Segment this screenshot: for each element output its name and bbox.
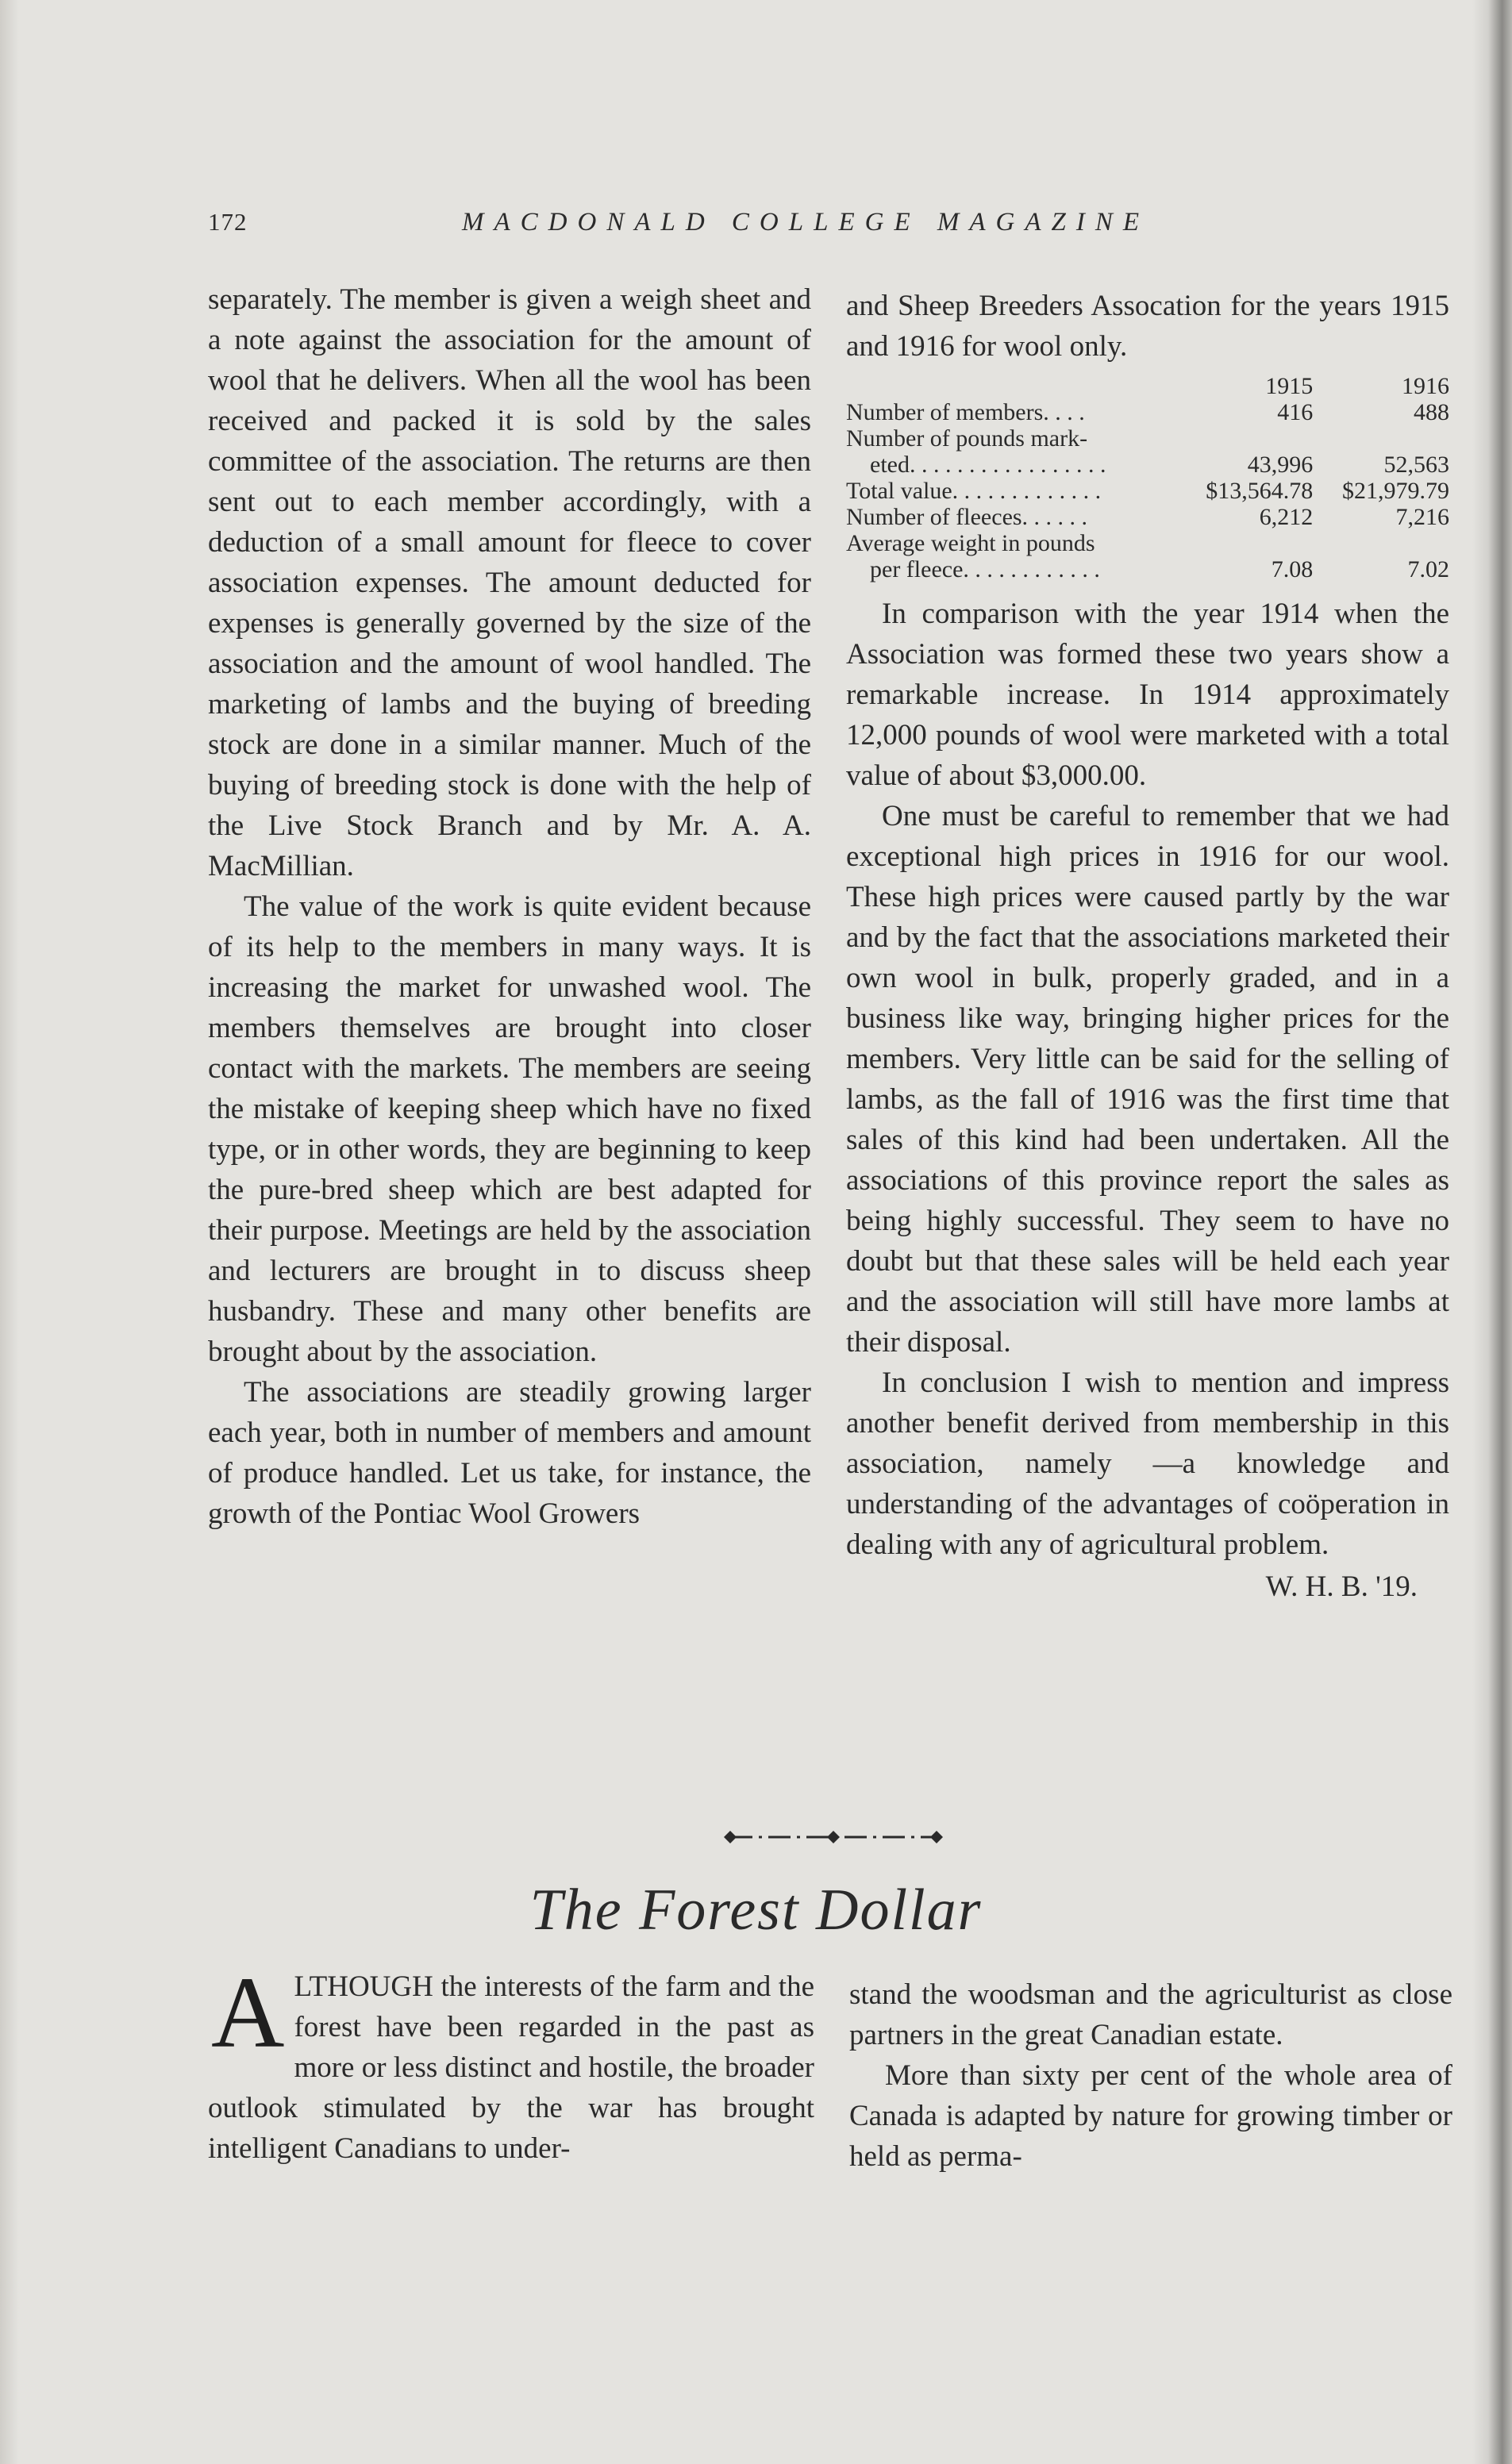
row-label: Number of pounds mark- (846, 425, 1088, 452)
paragraph: separately. The member is given a weigh sheet and a note against the association for the amount of wool that he delivers. When all the wool has been received and packed it is sold by the sales committee of the association. The returns are then sent out to each member accordingly, with a deduction of a small amount for fleece to cover association expenses. The amount deducted for expenses is generally governed by the size of the association and the amount of wool handled. The marketing of lambs and the buying of breeding stock are done in a similar manner. Much of the buying of breeding stock is done with the help of the Live Stock Branch and by Mr. A. A. MacMillian. (208, 283, 811, 882)
year-header: 1915 (1265, 373, 1314, 399)
row-label: Average weight in pounds (846, 530, 1095, 556)
value-1915 (1177, 425, 1314, 452)
value-1916: 7.02 (1407, 556, 1449, 582)
value-1916: 7,216 (1395, 504, 1449, 530)
article-left-column (208, 1956, 814, 2169)
paragraph: and Sheep Breeders Assocation for the years 1915 and 1916 for wool only. (846, 290, 1449, 363)
table-row (846, 425, 1449, 452)
row-label: eted. . . . . . . . . . . . . . . . . (870, 452, 1106, 478)
right-column (846, 286, 1449, 1607)
value-1915: 416 (1277, 399, 1314, 425)
table-row (846, 530, 1449, 556)
row-label: Total value. . . . . . . . . . . . . (846, 478, 1102, 504)
table-row (846, 556, 1449, 582)
table-row (846, 478, 1449, 504)
paragraph: More than sixty per cent of the whole area of Canada is adapted by nature for growing timber or held as perma- (849, 2059, 1452, 2173)
ornamental-divider (714, 1825, 952, 1849)
value-1915: $13,564.78 (1206, 478, 1314, 504)
page-number: 172 (208, 208, 248, 236)
value-1916: 488 (1414, 399, 1449, 425)
value-1916: $21,979.79 (1342, 478, 1449, 504)
author-signature: W. H. B. '19. (1265, 1570, 1418, 1603)
value-1916 (1313, 425, 1449, 452)
value-1915 (1177, 530, 1314, 556)
paragraph: One must be careful to remember that we had exceptional high prices in 1916 for our wool. These high prices were caused partly by the war and by the fact that the associations marketed their own wool in bulk, properly graded, and in a business like way, bringing higher prices for the members. Very little can be said for the selling of lambs, as the fall of 1916 was the first time that sales of this kind had been undertaken. All the associations of this province report the sales as being highly successful. They seem to have no doubt but that these sales will be held each year and the association will still have more lambs at their disposal. (846, 800, 1449, 1359)
row-label: Number of fleeces. . . . . . (846, 504, 1088, 530)
left-column (208, 279, 811, 1534)
row-label: per fleece. . . . . . . . . . . . (870, 556, 1100, 582)
wool-statistics-table (846, 373, 1449, 582)
paragraph: In comparison with the year 1914 when the Association was formed these two years show a remarkable increase. In 1914 approximately 12,000 pounds of wool were marketed with a total value of about $3,000.00. (846, 598, 1449, 792)
article-right-column (849, 1974, 1452, 2177)
value-1915: 43,996 (1247, 452, 1314, 478)
year-header: 1916 (1402, 373, 1449, 399)
page-header (208, 208, 1462, 248)
paragraph (208, 1956, 814, 2169)
value-1916: 52,563 (1383, 452, 1449, 478)
table-header-row (846, 373, 1449, 399)
scan-edge-right (1472, 0, 1512, 2464)
paragraph: The value of the work is quite evident because of its help to the members in many ways. It is increasing the market for unwashed wool. The members themselves are brought into closer contact with the markets. The members are seeing the mistake of keeping sheep which have no fixed type, or in other words, they are beginning to keep the pure-bred sheep which are best adapted for their purpose. Meetings are held by the association and lecturers are brought in to discuss sheep husbandry. These and many other benefits are brought about by the association. (208, 890, 811, 1368)
drop-cap: A (211, 1956, 285, 2069)
paragraph: stand the woodsman and the agriculturist as close partners in the great Canadian estate. (849, 1978, 1452, 2051)
paragraph: In conclusion I wish to mention and impress another benefit derived from membership in this association, namely —a knowledge and understanding of the advantages of coöperation in dealing with any of agricultural problem. (846, 1367, 1449, 1561)
scan-edge-left (0, 0, 19, 2464)
magazine-title: MACDONALD COLLEGE MAGAZINE (462, 208, 1150, 236)
value-1915: 7.08 (1271, 556, 1314, 582)
table-row (846, 399, 1449, 425)
row-label: Number of members. . . . (846, 399, 1085, 425)
value-1915: 6,212 (1259, 504, 1314, 530)
article-title: The Forest Dollar (529, 1878, 983, 1943)
paragraph: The associations are steadily growing larger each year, both in number of members and amount of produce handled. Let us take, for instance, the growth of the Pontiac Wool Growers (208, 1376, 811, 1530)
table-row (846, 504, 1449, 530)
paragraph-text: LTHOUGH the interests of the farm and the forest have been regarded in the past as more or less distinct and hostile, the broader outlook stimulated by the war has brought intelligent Canadians to under- (208, 1970, 814, 2165)
value-1916 (1313, 530, 1449, 556)
table-row (846, 452, 1449, 478)
